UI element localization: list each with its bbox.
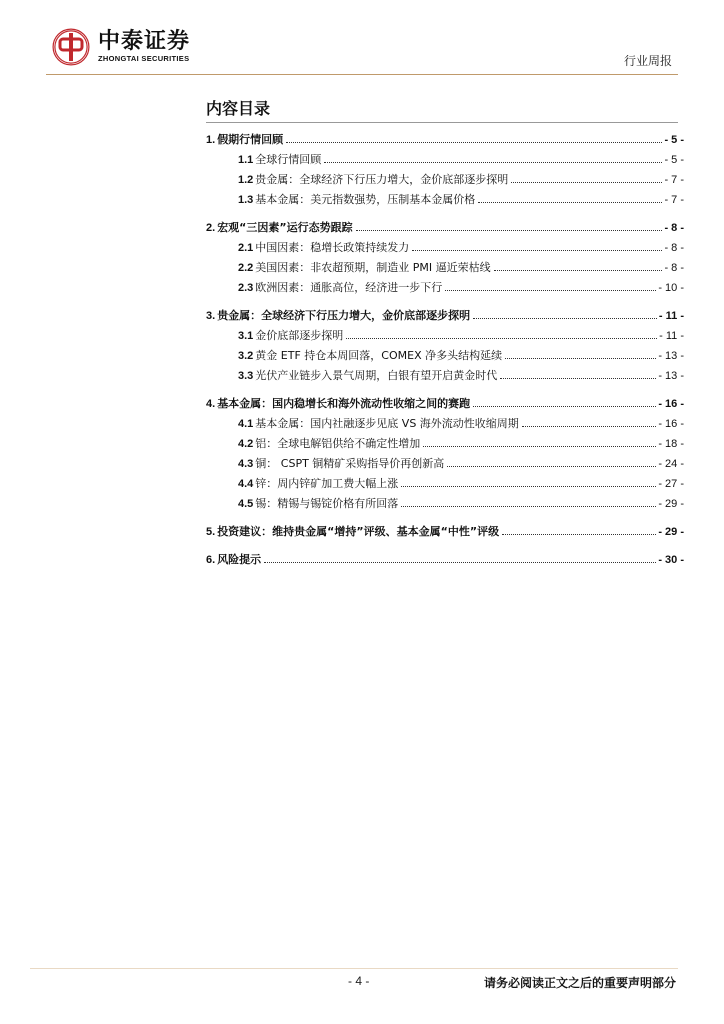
brand-logo [52, 28, 190, 66]
toc-dot-leader [401, 485, 656, 487]
toc-dot-leader [356, 229, 663, 231]
toc-entry-page: - 27 - [658, 478, 684, 490]
toc-entry-text: 贵金属：全球经济下行压力增大，金价底部逐步探明 [217, 309, 471, 322]
toc-entry-chapter[interactable] [206, 219, 684, 239]
header-divider [46, 74, 678, 75]
toc-entry-section[interactable] [206, 327, 684, 347]
toc-entry-number: 1.1 [238, 154, 254, 166]
toc-dot-leader [346, 337, 657, 339]
toc-entry-section[interactable] [206, 415, 684, 435]
toc-dot-leader [423, 445, 656, 447]
toc-entry-section[interactable] [206, 171, 684, 191]
toc-entry-number: 1.3 [238, 194, 254, 206]
toc-entry-page: - 7 - [664, 194, 684, 206]
toc-dot-leader [401, 505, 656, 507]
toc-entry-page: - 18 - [658, 438, 684, 450]
toc-dot-leader [494, 269, 663, 271]
toc-entry-section[interactable] [206, 347, 684, 367]
toc-dot-leader [502, 533, 656, 535]
toc-entry-number: 2. [206, 222, 216, 234]
toc-title: 内容目录 [206, 99, 271, 118]
toc-dot-leader [324, 161, 662, 163]
toc-entry-page: - 16 - [658, 418, 684, 430]
toc-entry-number: 3.2 [238, 350, 254, 362]
toc-title-divider [206, 122, 678, 123]
toc-entry-number: 5. [206, 526, 216, 538]
toc-entry-number: 6. [206, 554, 216, 566]
toc-entry-number: 2.1 [238, 242, 254, 254]
toc-dot-leader [264, 561, 656, 563]
toc-entry-page: - 5 - [664, 154, 684, 166]
zhongtai-logo-icon [52, 28, 90, 66]
toc-dot-leader [500, 377, 656, 379]
table-of-contents [206, 131, 684, 571]
toc-entry-text: 假期行情回顾 [217, 133, 284, 146]
toc-entry-number: 4.3 [238, 458, 254, 470]
toc-entry-text: 铜： CSPT 铜精矿采购指导价再创新高 [255, 457, 445, 470]
toc-entry-page: - 13 - [658, 350, 684, 362]
toc-entry-chapter[interactable] [206, 395, 684, 415]
toc-entry-text: 风险提示 [217, 553, 262, 566]
toc-entry-page: - 29 - [658, 526, 684, 538]
toc-entry-number: 2.3 [238, 282, 254, 294]
toc-dot-leader [478, 201, 662, 203]
toc-entry-section[interactable] [206, 367, 684, 387]
toc-entry-section[interactable] [206, 191, 684, 211]
toc-entry-number: 3.3 [238, 370, 254, 382]
toc-entry-section[interactable] [206, 435, 684, 455]
toc-entry-number: 3. [206, 310, 216, 322]
toc-entry-page: - 5 - [664, 134, 684, 146]
toc-entry-text: 基本金属：美元指数强势，压制基本金属价格 [255, 193, 476, 206]
toc-entry-chapter[interactable] [206, 131, 684, 151]
brand-name-cn: 中泰证券 [98, 29, 191, 54]
toc-dot-leader [286, 141, 662, 143]
toc-entry-page: - 11 - [658, 310, 684, 322]
toc-dot-leader [511, 181, 662, 183]
toc-entry-text: 光伏产业链步入景气周期，白银有望开启黄金时代 [255, 369, 498, 382]
toc-entry-text: 美国因素：非农超预期，制造业 PMI 逼近荣枯线 [255, 261, 491, 274]
toc-entry-text: 锌：周内锌矿加工费大幅上涨 [255, 477, 399, 490]
toc-entry-number: 4.5 [238, 498, 254, 510]
brand-name-en: ZHONGTAI SECURITIES [98, 54, 190, 63]
toc-entry-chapter[interactable] [206, 551, 684, 571]
toc-entry-page: - 10 - [658, 282, 684, 294]
toc-entry-text: 欧洲因素：通胀高位，经济进一步下行 [255, 281, 443, 294]
toc-entry-page: - 8 - [664, 222, 684, 234]
toc-entry-section[interactable] [206, 259, 684, 279]
toc-dot-leader [445, 289, 656, 291]
toc-entry-section[interactable] [206, 279, 684, 299]
toc-entry-section[interactable] [206, 455, 684, 475]
toc-entry-text: 中国因素：稳增长政策持续发力 [255, 241, 410, 254]
toc-entry-page: - 7 - [664, 174, 684, 186]
toc-section-gap [206, 211, 684, 219]
toc-entry-page: - 24 - [658, 458, 684, 470]
toc-section-gap [206, 299, 684, 307]
toc-entry-text: 基本金属：国内稳增长和海外流动性收缩之间的赛跑 [217, 397, 471, 410]
footer-divider [30, 968, 678, 969]
toc-dot-leader [522, 425, 657, 427]
toc-entry-page: - 8 - [664, 242, 684, 254]
toc-entry-page: - 16 - [658, 398, 684, 410]
toc-entry-text: 全球行情回顾 [255, 153, 322, 166]
toc-entry-number: 1. [206, 134, 216, 146]
toc-entry-text: 金价底部逐步探明 [255, 329, 344, 342]
toc-dot-leader [473, 317, 657, 319]
toc-entry-page: - 11 - [659, 330, 684, 342]
toc-section-gap [206, 543, 684, 551]
toc-entry-text: 贵金属：全球经济下行压力增大，金价底部逐步探明 [255, 173, 509, 186]
report-type-label: 行业周报 [623, 54, 672, 68]
toc-section-gap [206, 387, 684, 395]
toc-entry-text: 黄金 ETF 持仓本周回落，COMEX 净多头结构延续 [255, 349, 503, 362]
toc-entry-page: - 13 - [658, 370, 684, 382]
page-number: - 4 - [348, 974, 370, 988]
toc-dot-leader [447, 465, 656, 467]
toc-entry-section[interactable] [206, 495, 684, 515]
toc-entry-page: - 8 - [664, 262, 684, 274]
toc-entry-number: 4.2 [238, 438, 254, 450]
toc-entry-text: 投资建议：维持贵金属“增持”评级、基本金属“中性”评级 [217, 525, 500, 538]
toc-entry-page: - 29 - [658, 498, 684, 510]
toc-section-gap [206, 515, 684, 523]
toc-entry-number: 4.4 [238, 478, 254, 490]
toc-entry-text: 锡：精锡与锡锭价格有所回落 [255, 497, 399, 510]
toc-entry-section[interactable] [206, 239, 684, 259]
toc-entry-number: 3.1 [238, 330, 254, 342]
toc-entry-chapter[interactable] [206, 523, 684, 543]
page-header [0, 0, 724, 80]
toc-entry-chapter[interactable] [206, 307, 684, 327]
toc-dot-leader [505, 357, 656, 359]
toc-entry-section[interactable] [206, 151, 684, 171]
toc-entry-text: 宏观“三因素”运行态势跟踪 [217, 221, 353, 234]
toc-entry-text: 铝：全球电解铝供给不确定性增加 [255, 437, 421, 450]
toc-entry-number: 2.2 [238, 262, 254, 274]
toc-entry-number: 4. [206, 398, 216, 410]
toc-entry-number: 1.2 [238, 174, 254, 186]
toc-dot-leader [412, 249, 662, 251]
footer-disclaimer: 请务必阅读正文之后的重要声明部分 [483, 976, 676, 990]
toc-entry-page: - 30 - [658, 554, 684, 566]
toc-entry-text: 基本金属：国内社融逐步见底 VS 海外流动性收缩周期 [255, 417, 519, 430]
toc-dot-leader [473, 405, 656, 407]
toc-entry-section[interactable] [206, 475, 684, 495]
toc-entry-number: 4.1 [238, 418, 254, 430]
